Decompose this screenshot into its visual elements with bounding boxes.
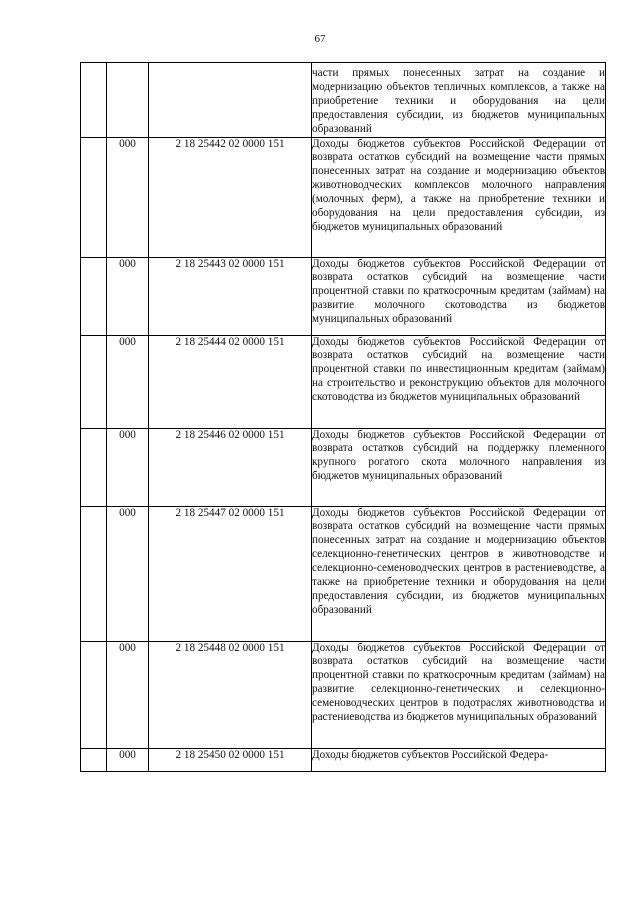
admin-code-cell: 000: [107, 506, 149, 641]
admin-code-cell: 000: [107, 428, 149, 506]
description-text: Доходы бюджетов субъектов Российской Федерации от возврата остатков субсидий на возмещение части прямых понесенных затрат на создание и модернизацию объектов селекционно-генетических центров в животноводстве и селекционно-семеноводческих центров в растениеводстве, а также на приобретение техники и оборудования на цели предоставления субсидии, из бюджетов муниципальных образований: [312, 506, 605, 616]
description-cell: [312, 641, 606, 748]
description-text: Доходы бюджетов субъектов Российской Федерации от возврата остатков субсидий на возмещение части процентной ставки по инвестиционным кредитам (займам) на строительство и реконструкцию объектов для молочного скотоводства из бюджетов муниципальных образований: [312, 335, 605, 404]
table-row: [81, 335, 606, 428]
admin-code-cell: 000: [107, 748, 149, 771]
description-cell: [312, 428, 606, 506]
kbk-code-cell: [149, 63, 312, 138]
table-row: [81, 63, 606, 138]
description-text: Доходы бюджетов субъектов Российской Федерации от возврата остатков субсидий на возмещение части процентной ставки по краткосрочным кредитам (займам) на развитие молочного скотоводства из бюджетов муниципальных образований: [312, 257, 605, 326]
description-text: Доходы бюджетов субъектов Российской Федерации от возврата остатков субсидий на поддержку племенного крупного рогатого скота молочного направления из бюджетов муниципальных образований: [312, 428, 605, 483]
blank-cell: [81, 257, 107, 335]
blank-cell: [81, 641, 107, 748]
description-text: Доходы бюджетов субъектов Российской Федера-: [312, 748, 549, 761]
description-cell: [312, 63, 606, 138]
description-text: Доходы бюджетов субъектов Российской Федерации от возврата остатков субсидий на возмещение части прямых понесенных затрат на создание и модернизацию объектов животноводческих комплексов молочного направления (молочных ферм), а также на приобретение техники и оборудования на цели предоставления субсидии, из бюджетов муниципальных образований: [312, 137, 605, 233]
table-row: [81, 428, 606, 506]
kbk-code-cell: 2 18 25444 02 0000 151: [149, 335, 312, 428]
table-row: [81, 257, 606, 335]
blank-cell: [81, 335, 107, 428]
description-text: Доходы бюджетов субъектов Российской Федерации от возврата остатков субсидий на возмещение части процентной ставки по краткосрочным кредитам (займам) на развитие селекционно-генетических и селекционно-семеноводческих центров в подотраслях животноводства и растениеводства из бюджетов муниципальных образований: [312, 641, 605, 724]
kbk-code-cell: 2 18 25450 02 0000 151: [149, 748, 312, 771]
blank-cell: [81, 63, 107, 138]
blank-cell: [81, 137, 107, 257]
description-cell: [312, 748, 606, 771]
page-number: 67: [314, 33, 326, 45]
kbk-code-cell: 2 18 25447 02 0000 151: [149, 506, 312, 641]
admin-code-cell: [107, 63, 149, 138]
kbk-code-cell: 2 18 25446 02 0000 151: [149, 428, 312, 506]
description-text: части прямых понесенных затрат на создание и модернизацию объектов тепличных комплексов, а также на приобретение техники и оборудования на цели предоставления субсидии, из бюджетов муниципальных образований: [312, 67, 605, 135]
admin-code-cell: 000: [107, 257, 149, 335]
table-row: [81, 137, 606, 257]
description-cell: [312, 257, 606, 335]
admin-code-cell: 000: [107, 641, 149, 748]
description-cell: [312, 137, 606, 257]
revenue-codes-table: [80, 62, 606, 772]
admin-code-cell: 000: [107, 137, 149, 257]
admin-code-cell: 000: [107, 335, 149, 428]
table-row: [81, 748, 606, 771]
blank-cell: [81, 506, 107, 641]
kbk-code-cell: 2 18 25442 02 0000 151: [149, 137, 312, 257]
table-row: [81, 641, 606, 748]
blank-cell: [81, 748, 107, 771]
kbk-code-cell: 2 18 25443 02 0000 151: [149, 257, 312, 335]
description-cell: [312, 335, 606, 428]
blank-cell: [81, 428, 107, 506]
table-row: [81, 506, 606, 641]
kbk-code-cell: 2 18 25448 02 0000 151: [149, 641, 312, 748]
description-cell: [312, 506, 606, 641]
